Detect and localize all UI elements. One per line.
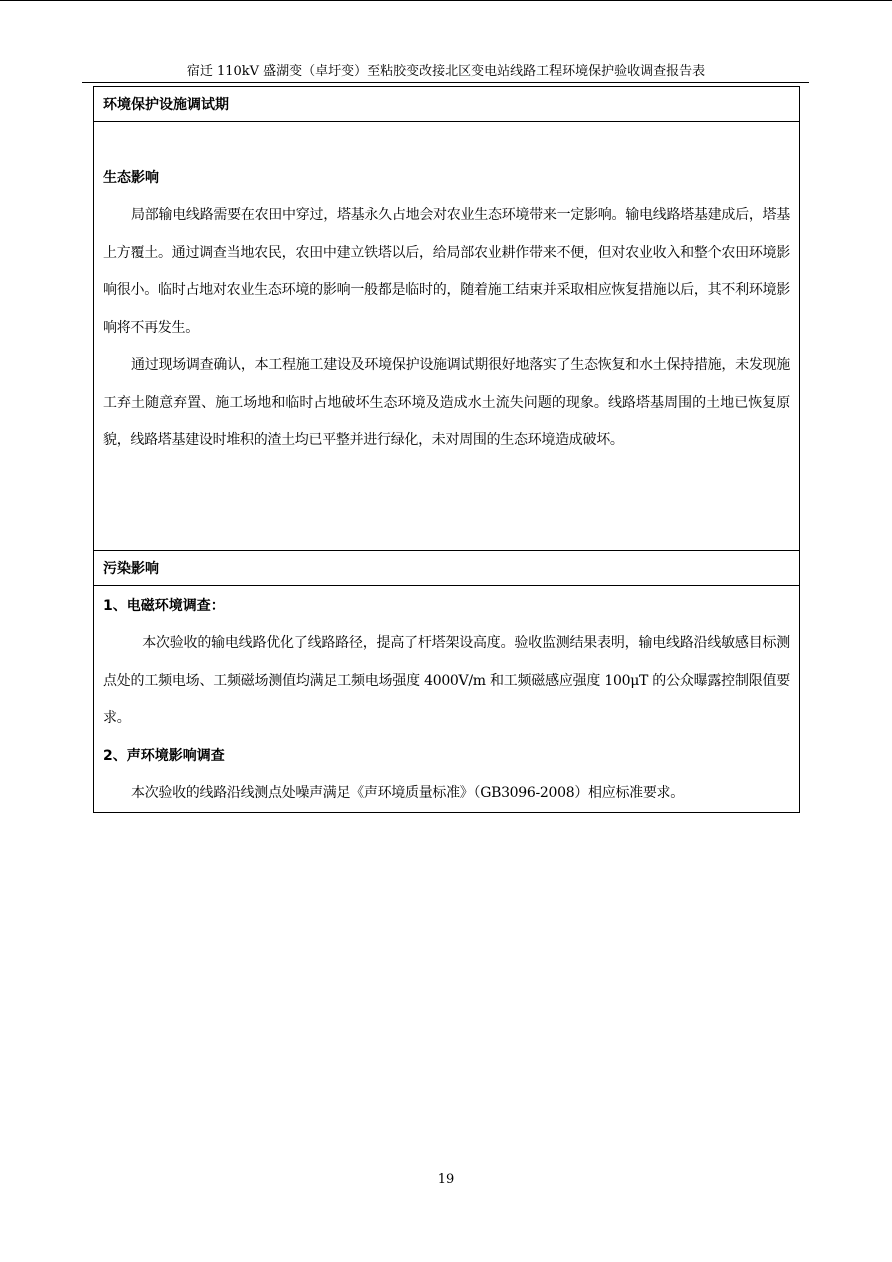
table-row [94, 122, 800, 551]
period-heading: 环境保护设施调试期 [94, 87, 800, 122]
ecology-heading: 生态影响 [103, 170, 159, 186]
report-header-title: 宿迁 110kV 盛湖变（卓圩变）至粘胶变改接北区变电站线路工程环境保护验收调查报告表 [186, 64, 706, 79]
header-rule [82, 82, 809, 83]
noise-survey-heading: 2、声环境影响调查 [103, 747, 225, 764]
report-table [93, 86, 800, 813]
ecology-paragraph-1: 局部输电线路需要在农田中穿过，塔基永久占地会对农业生态环境带来一定影响。输电线路塔基建成后，塔基上方覆土。通过调查当地农民，农田中建立铁塔以后，给局部农业耕作带来不便，但对农业收入和整个农田环境影响很小。临时占地对农业生态环境的影响一般都是临时的，随着施工结束并采取相应恢复措施以后，其不利环境影响将不再发生。 [103, 207, 790, 336]
ecology-section [94, 122, 800, 551]
table-row [94, 87, 800, 122]
pollution-heading: 污染影响 [94, 551, 800, 586]
page-number: 19 [437, 1172, 455, 1187]
table-row [94, 551, 800, 586]
em-survey-paragraph: 本次验收的输电线路优化了线路路径，提高了杆塔架设高度。验收监测结果表明，输电线路沿线敏感目标测点处的工频电场、工频磁场测值均满足工频电场强度 4000V/m 和工频磁感应强度 100μT 的公众曝露控制限值要求。 [103, 635, 790, 726]
table-row [94, 586, 800, 813]
page-top-border [0, 0, 892, 1]
ecology-paragraph-2: 通过现场调查确认，本工程施工建设及环境保护设施调试期很好地落实了生态恢复和水土保持措施，未发现施工弃土随意弃置、施工场地和临时占地破坏生态环境及造成水土流失问题的现象。线路塔基周围的土地已恢复原貌，线路塔基建设时堆积的渣土均已平整并进行绿化，未对周围的生态环境造成破坏。 [103, 357, 790, 448]
pollution-section [94, 586, 800, 813]
noise-survey-paragraph: 本次验收的线路沿线测点处噪声满足《声环境质量标准》（GB3096-2008）相应标准要求。 [131, 784, 684, 801]
em-survey-heading: 1、电磁环境调查： [103, 598, 225, 614]
